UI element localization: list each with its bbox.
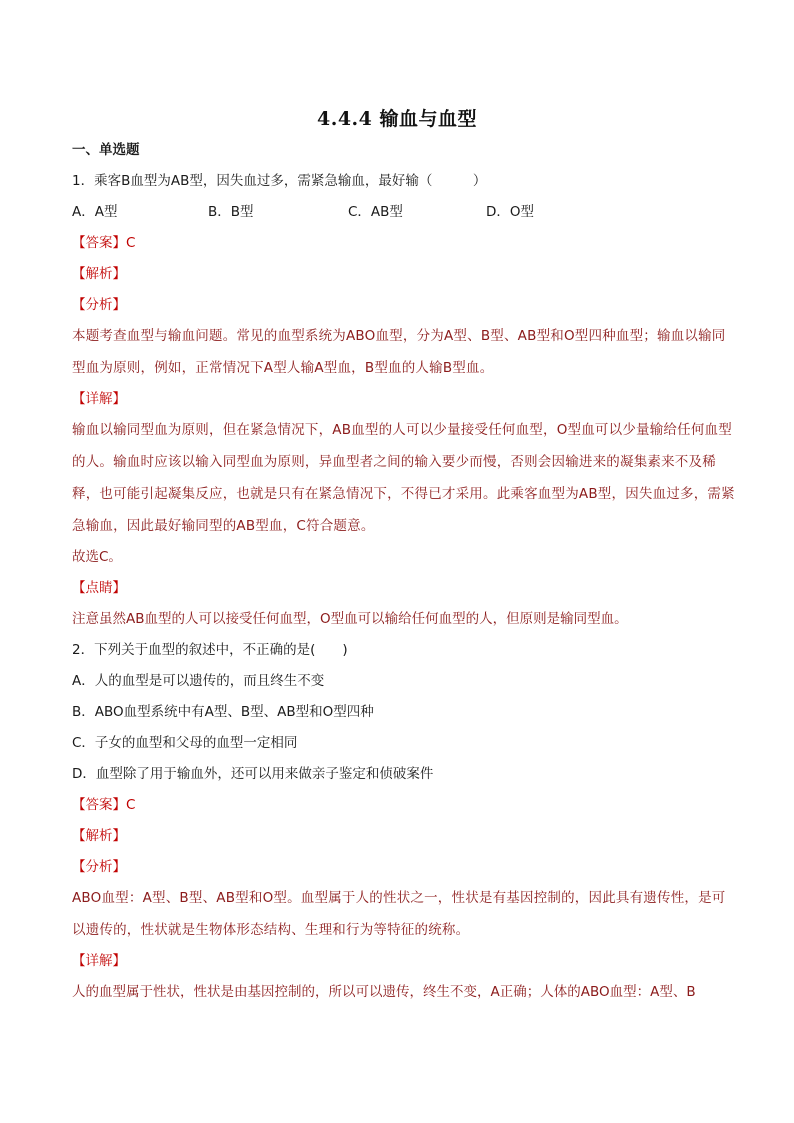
q2-analysis-label: 【解析】 bbox=[72, 828, 126, 844]
q1-option-a: A．A型 bbox=[72, 204, 118, 220]
q2-answer bbox=[72, 795, 738, 815]
q1-answer-label: 【答案】 bbox=[72, 235, 126, 251]
q1-option-c: C．AB型 bbox=[348, 204, 403, 220]
q2-option-b: B．ABO血型系统中有A型、B型、AB型和O型四种 bbox=[72, 704, 374, 720]
q1-option-b: B．B型 bbox=[208, 204, 254, 220]
document-title: 4.4.4 输血与血型 bbox=[316, 108, 477, 130]
section-heading: 一、单选题 bbox=[72, 142, 140, 158]
q2-detail-text: 人的血型属于性状，性状是由基因控制的，所以可以遗传，终生不变，A正确；人体的ABO血型：A型、B bbox=[72, 984, 696, 1000]
q2-answer-label: 【答案】 bbox=[72, 797, 126, 813]
q2-option-c: C．子女的血型和父母的血型一定相同 bbox=[72, 735, 298, 751]
q1-detail-text: 输血以输同型血为原则，但在紧急情况下，AB血型的人可以少量接受任何血型，O型血可以少量输给任何血型的人。输血时应该以输入同型血为原则，异血型者之间的输入要少而慢，否则会因输进来的凝集素来不及稀释，也可能引起凝集反应，也就是只有在紧急情况下，不得已才采用。此乘客血型为AB型，因失血过多，需紧急输血，因此最好输同型的AB型血，C符合题意。 bbox=[72, 422, 735, 534]
q1-choose-text: 故选C。 bbox=[72, 549, 122, 565]
q1-dianjing-text: 注意虽然AB血型的人可以接受任何血型，O型血可以输给任何血型的人，但原则是输同型血。 bbox=[72, 611, 628, 627]
q1-dianjing-label: 【点睛】 bbox=[72, 580, 126, 596]
question-1-options bbox=[72, 202, 738, 222]
question-2-stem: 2．下列关于血型的叙述中，不正确的是( ) bbox=[72, 642, 348, 658]
q1-fenxi-label: 【分析】 bbox=[72, 297, 126, 313]
document-body bbox=[72, 140, 738, 1013]
q2-fenxi-text: ABO血型：A型、B型、AB型和O型。血型属于人的性状之一，性状是有基因控制的，因此具有遗传性，是可以遗传的，性状就是生物体形态结构、生理和行为等特征的统称。 bbox=[72, 890, 726, 938]
question-1-stem: 1．乘客B血型为AB型，因失血过多，需紧急输血，最好输（ ） bbox=[72, 173, 487, 189]
q2-answer-value: C bbox=[126, 797, 136, 813]
q2-fenxi-label: 【分析】 bbox=[72, 859, 126, 875]
q2-option-d: D．血型除了用于输血外，还可以用来做亲子鉴定和侦破案件 bbox=[72, 766, 434, 782]
q1-analysis-label: 【解析】 bbox=[72, 266, 126, 282]
q1-detail-label: 【详解】 bbox=[72, 391, 126, 407]
q2-detail-label: 【详解】 bbox=[72, 953, 126, 969]
q1-option-d: D．O型 bbox=[486, 204, 535, 220]
q1-answer bbox=[72, 233, 738, 253]
q1-answer-value: C bbox=[126, 235, 136, 251]
q1-fenxi-text: 本题考查血型与输血问题。常见的血型系统为ABO血型，分为A型、B型、AB型和O型四种血型；输血以输同型血为原则，例如，正常情况下A型人输A型血，B型血的人输B型血。 bbox=[72, 328, 726, 376]
q2-option-a: A．人的血型是可以遗传的，而且终生不变 bbox=[72, 673, 325, 689]
